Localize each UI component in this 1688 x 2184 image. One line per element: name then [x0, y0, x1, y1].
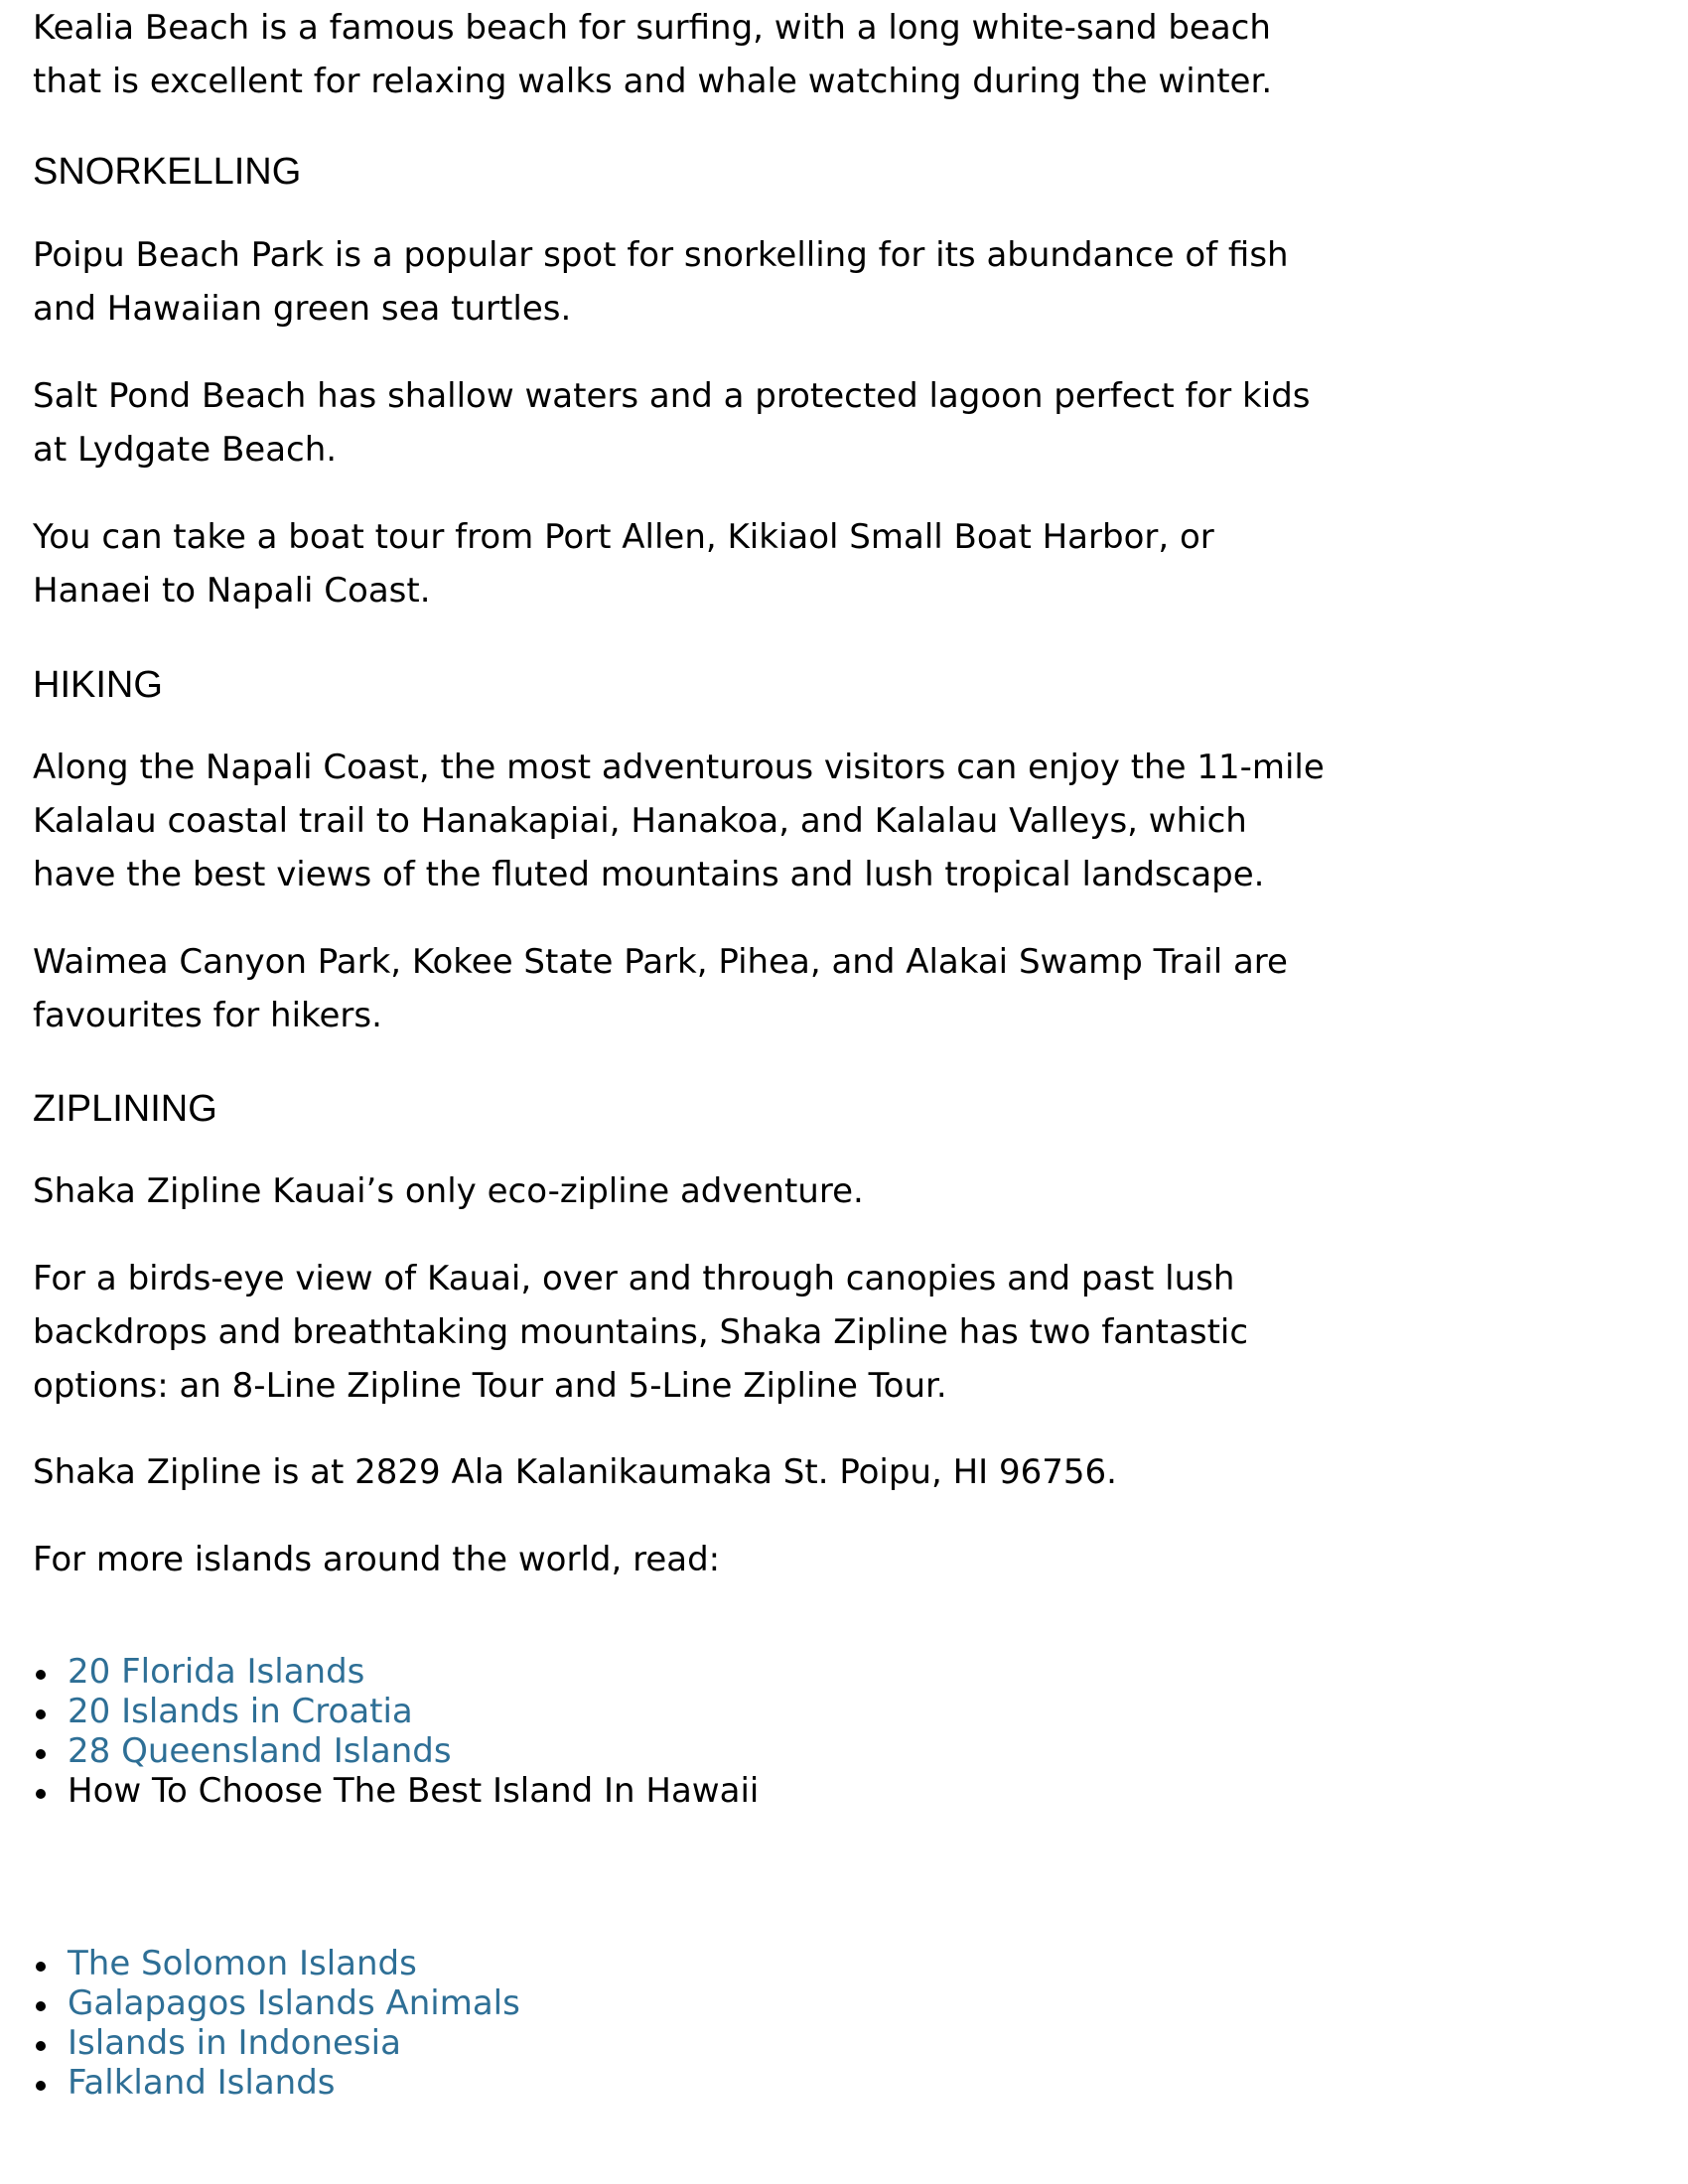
list-item	[33, 1983, 520, 2023]
list-item	[33, 1692, 759, 1731]
text-line: backdrops and breathtaking mountains, Shaka Zipline has two fantastic	[33, 1312, 1249, 1352]
snorkelling-paragraph-2	[33, 369, 1311, 477]
text-line: favourites for hikers.	[33, 996, 382, 1035]
text-line: Salt Pond Beach has shallow waters and a protected lagoon perfect for kids	[33, 376, 1311, 416]
intro-line-1: Kealia Beach is a famous beach for surfing, with a long white-sand beach	[33, 8, 1271, 48]
text-line: and Hawaiian green sea turtles.	[33, 289, 572, 329]
text-line: For more islands around the world, read:	[33, 1540, 721, 1579]
text-line: options: an 8-Line Zipline Tour and 5-Line Zipline Tour.	[33, 1366, 947, 1406]
link-islands-in-croatia[interactable]: 20 Islands in Croatia	[68, 1692, 413, 1731]
text-best-island-in-hawaii: How To Choose The Best Island In Hawaii	[68, 1771, 760, 1811]
link-islands-in-indonesia[interactable]: Islands in Indonesia	[68, 2023, 401, 2063]
link-galapagos-islands-animals[interactable]: Galapagos Islands Animals	[68, 1983, 520, 2023]
related-islands-list-2	[33, 1944, 520, 2103]
hiking-heading: HIKING	[33, 664, 163, 706]
list-item	[33, 2063, 520, 2103]
ziplining-paragraph-4	[33, 1533, 720, 1586]
intro-paragraph	[33, 1, 1272, 108]
text-line: Shaka Zipline is at 2829 Ala Kalanikaumaka St. Poipu, HI 96756.	[33, 1452, 1117, 1492]
link-falkland-islands[interactable]: Falkland Islands	[68, 2063, 336, 2103]
snorkelling-paragraph-1	[33, 228, 1289, 336]
snorkelling-heading: SNORKELLING	[33, 151, 302, 193]
hiking-paragraph-2	[33, 935, 1288, 1042]
ziplining-paragraph-3	[33, 1445, 1117, 1499]
list-item	[33, 1944, 520, 1983]
text-line: For a birds-eye view of Kauai, over and through canopies and past lush	[33, 1259, 1235, 1298]
text-line: You can take a boat tour from Port Allen, Kikiaol Small Boat Harbor, or	[33, 517, 1214, 557]
intro-line-2: that is excellent for relaxing walks and whale watching during the winter.	[33, 62, 1273, 101]
list-item	[33, 1731, 759, 1771]
ziplining-heading: ZIPLINING	[33, 1088, 217, 1130]
related-islands-list-1	[33, 1652, 759, 1811]
list-item	[33, 1652, 759, 1692]
link-queensland-islands[interactable]: 28 Queensland Islands	[68, 1731, 452, 1771]
list-item	[33, 2023, 520, 2063]
text-line: at Lydgate Beach.	[33, 430, 338, 470]
text-line: Hanaei to Napali Coast.	[33, 571, 431, 611]
ziplining-paragraph-2	[33, 1252, 1248, 1413]
link-florida-islands[interactable]: 20 Florida Islands	[68, 1652, 365, 1692]
text-line: Waimea Canyon Park, Kokee State Park, Pihea, and Alakai Swamp Trail are	[33, 942, 1288, 982]
ziplining-paragraph-1	[33, 1164, 864, 1218]
text-line: Along the Napali Coast, the most adventurous visitors can enjoy the 11-mile	[33, 748, 1325, 787]
hiking-paragraph-1	[33, 741, 1325, 901]
text-line: Kalalau coastal trail to Hanakapiai, Hanakoa, and Kalalau Valleys, which	[33, 801, 1247, 841]
text-line: Poipu Beach Park is a popular spot for snorkelling for its abundance of fish	[33, 235, 1289, 275]
text-line: Shaka Zipline Kauai’s only eco-zipline adventure.	[33, 1171, 864, 1211]
list-item	[33, 1771, 759, 1811]
text-line: have the best views of the fluted mountains and lush tropical landscape.	[33, 855, 1265, 894]
link-solomon-islands[interactable]: The Solomon Islands	[68, 1944, 417, 1983]
snorkelling-paragraph-3	[33, 510, 1214, 617]
